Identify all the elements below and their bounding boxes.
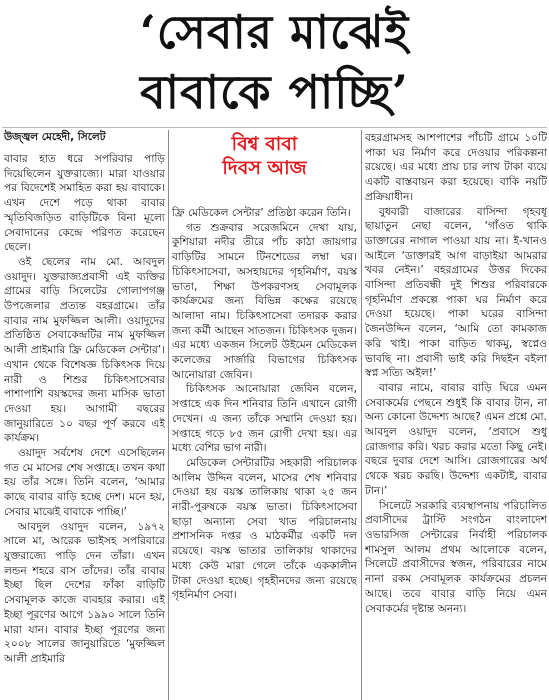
headline-divider [2, 127, 547, 128]
paragraph: মেডিকেল সেন্টারটির সহকারী পরিচালক আলিম উদ্দিন বলেন, মাসের শেষ শনিবার দেওয়া হয় বয়স্ক তালিকায় থাকা ২৫ জন নারী-পুরুষকে বয়স্ক ভাতা। চিকিৎসাসেবা ছাড়া অন্যান্য সেবা খাত পরিচালনায় প্রশাসনিক দপ্তর ও মাঠকর্মীর একটি দল রয়েছে। বয়স্ক ভাতার তালিকায় থাকাদের মধ্যে কেউ মারা গেলে তাঁকে এককালীন টাকা দেওয়া হচ্ছে। গৃহহীনদের জন্য রয়েছে গৃহনির্মাণ সেবা। [172, 456, 357, 602]
headline [0, 2, 549, 122]
paragraph: ফ্রি মেডিকেল সেন্টার’ প্রতিষ্ঠা করেন তিনি। [172, 207, 351, 219]
column-divider [361, 130, 362, 700]
headline-line-1: ‘সেবার মাঝেই [139, 5, 410, 59]
paragraph: চিকিৎসক আনোয়ারা জেবিন বলেন, সপ্তাহে এক দিন শনিবার তিনি এখানে রোগী দেখেন। এ জন্য তাঁকে সম্মানি দেওয়া হয়। সপ্তাহে গড়ে ৮৫ জন রোগী দেখা হয়। এর মধ্যে বেশির ভাগ নারী। [172, 383, 357, 455]
byline: উজ্জ্বল মেহেদী, সিলেট [4, 131, 106, 143]
paragraph: বুধবারী বাজারের বাসিন্দা গৃহবধূ ছায়াতুন নেছা বলেন, ‘গাঁওত থাকি ডাক্তারের নাগাল পাওয়া যায় না। ই-খানও আইলে ‘ডাক্তারই আগ বাড়াইয়া আমরার খবর নেইন।’ বহরগ্রামের উত্তর দিকের বাসিন্দা প্রতিবন্ধী দুই শিশুর পরিবারকে গৃহনির্মাণ প্রকল্পে পাকা ঘর নির্মাণ করে দেওয়া হয়েছে। পাকা ঘরের বাসিন্দা জৈনউদ্দিন বলেন, ‘আমি তো কামকাজ করি খাই। পাকা বাড়িত থাকমু, স্বপ্নেও ভাবছি না। প্রবাসী ভাই করি দিছইন বইলা স্বপ্ন সত্যি অইল!’ [365, 205, 547, 380]
article-column-2 [172, 206, 357, 700]
kicker-line-2: দিবস আজ [222, 157, 307, 179]
paragraph: আবদুল ওয়াদুদ বলেন, ১৯৭২ সালে মা, আরেক ভাইসহ সপরিবারে যুক্তরাজ্যে পাড়ি দেন তাঁরা। এখন লন্ডন শহরে বাস তাঁদের। তাঁর বাবার ইচ্ছা ছিল দেশের ফাঁকা বাড়িটি সেবামূলক কাজে ব্যবহার করার। এই ইচ্ছা পূরণের আগে ১৯৯০ সালে তিনি মারা যান। বাবার ইচ্ছা পূরণের জন্য ২০০৮ সালের জানুয়ারিতে ‘মুফজ্জিল আলী প্রাইমারি [4, 520, 165, 665]
column-divider [168, 130, 169, 700]
paragraph: ওই ছেলের নাম মো. আবদুল ওয়াদুদ। যুক্তরাজ্যপ্রবাসী এই ব্যক্তির গ্রামের বাড়ি সিলেটের গোলাপগঞ্জ উপজেলার প্রত্যন্ত বহরগ্রামে। তাঁর বাবার নাম মুফজ্জিল আলী। ওয়াদুদের প্রতিষ্ঠিত সেবাকেন্দ্রটির নাম মুফজ্জিল আলী প্রাইমারি ফ্রি মেডিকেল সেন্টার’। এখান থেকে বিশেষজ্ঞ চিকিৎসক দিয়ে নারী ও শিশুর চিকিৎসাসেবার পাশাপাশি বয়স্কদের জন্য মাসিক ভাতা দেওয়া হয়। আগামী বছরের জানুয়ারিতে ১০ বছর পূর্ণ করবে এই কার্যক্রম। [4, 255, 165, 445]
paragraph: বাবার নামে, বাবার বাড়ি ঘিরে এমন সেবাকর্মের পেছনে শুধুই কি বাবার টান, না অন্য কোনো উদ্দেশ্য আছে? এমন প্রশ্নে মো. আবদুল ওয়াদুদ বলেন, ‘প্রবাসে শুধু রোজগার করি। খরচ করার মতো কিছু নেই। বছরে দুবার দেশে আসি। রোজগারের অর্থ থেকে খরচ করছি। উদ্দেশ্য একটাই, বাবার টান।’ [365, 381, 547, 497]
article-column-3 [365, 131, 547, 700]
kicker-line-1: বিশ্ব বাবা [231, 133, 298, 155]
paragraph: বহরগ্রামসহ আশপাশের পাঁচটি গ্রামে ১০টি পাকা ঘর নির্মাণ করে দেওয়ার পরিকল্পনা রয়েছে। এর মধ্যে প্রায় চার লাখ টাকা ব্যয়ে একটি বাস্তবায়ন করা হয়েছে। বাকি নয়টি প্রক্রিয়াধীন। [365, 132, 547, 203]
article-column-1 [4, 152, 165, 700]
paragraph: গত শুক্রবার সরেজমিনে দেখা যায়, কুশিয়ারা নদীর তীরে পাঁচ কাঠা জায়গার বাড়িটির সামনে টিনশেডের লম্বা ঘর। চিকিৎসাসেবা, অসহায়দের গৃহনির্মাণ, বয়স্ক ভাতা, শিক্ষা উপকরণসহ সেবামূলক কার্যক্রমের জন্য বিভিন্ন কক্ষের রয়েছে আলাদা নাম। চিকিৎসাসেবা তদারক করার জন্য কর্মী আছেন সাতজন। চিকিৎসক দুজন। এর মধ্যে একজন সিলেট উইমেন মেডিকেল কলেজের সার্জারি বিভাগের চিকিৎসক আনোয়ারা জেবিন। [172, 221, 357, 381]
paragraph: সিলেটে সরকারি ব্যবস্থাপনায় পরিচালিত প্রবাসীদের ট্রাস্টি সংগঠন বাংলাদেশ ওভারসিজ সেন্টারের নির্বাহী পরিচালক শামসুল আলম প্রথম আলোকে বলেন, সিলেটে প্রবাসীদের স্বজন, পরিবারের নামে নানা রকম সেবামূলক কার্যক্রমের প্রচলন আছে। তবে বাবার বাড়ি নিয়ে এমন সেবাকর্মের দৃষ্টান্ত অনন্য। [365, 499, 547, 615]
headline-line-2: বাবাকে পাচ্ছি’ [140, 65, 409, 119]
paragraph: বাবার হাত ধরে সপরিবার পাড়ি দিয়েছিলেন যুক্তরাজ্যে। মারা যাওয়ার পর বিদেশেই সমাহিত করা হয় বাবাকে। এখন দেশে পড়ে থাকা বাবার স্মৃতিবিজড়িত বাড়িটিকে বিনা মূল্যে সেবাদানের কেন্দ্রে পরিণত করেছেন ছেলে। [4, 153, 165, 254]
paragraph: ওয়াদুদ সর্বশেষ দেশে এসেছিলেন গত মে মাসের শেষ সপ্তাহে। তখন কথা হয় তাঁর সঙ্গে। তিনি বলেন, ‘আমার কাছে বাবার বাড়ি হচ্ছে দেশ। মনে হয়, সেবার মাঝেই বাবাকে পাচ্ছি।’ [4, 447, 165, 518]
kicker [172, 132, 357, 180]
